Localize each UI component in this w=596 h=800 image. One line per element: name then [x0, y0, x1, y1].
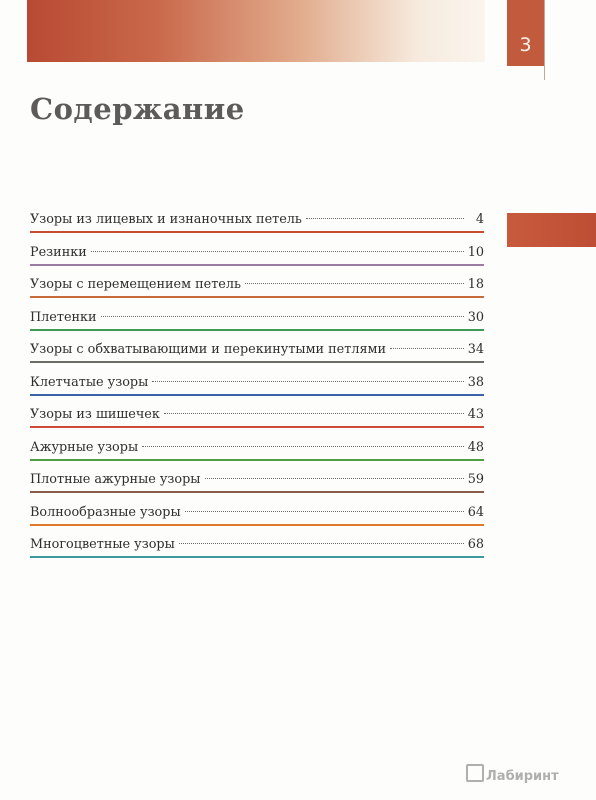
toc-entry-link[interactable] [30, 306, 484, 330]
toc-entry-underline [30, 296, 484, 298]
toc-entry-page: 38 [467, 374, 484, 390]
toc-leader-dots [142, 446, 464, 447]
toc-leader-dots [205, 478, 464, 479]
toc-entry-title: Узоры с перемещением петель [30, 277, 241, 292]
toc-entry-link[interactable] [30, 468, 484, 492]
toc-entry-underline [30, 361, 484, 363]
toc-leader-dots [306, 218, 464, 219]
toc-entry-underline [30, 264, 484, 266]
toc-entry [30, 306, 484, 332]
toc-leader-dots [390, 348, 464, 349]
toc-entry-link[interactable] [30, 273, 484, 297]
toc-entry-underline [30, 491, 484, 493]
toc-entry-page: 34 [467, 342, 484, 357]
toc-entry [30, 436, 484, 462]
toc-entry [30, 241, 484, 267]
watermark-text: Лабиринт [486, 769, 559, 784]
toc-entry-underline [30, 231, 484, 233]
toc-entry-underline [30, 556, 484, 558]
toc-entry-underline [30, 524, 484, 526]
toc-entry-title: Многоцветные узоры [30, 537, 175, 552]
toc-entry-link[interactable] [30, 436, 484, 460]
toc-entry-underline [30, 329, 484, 331]
toc-entry-page: 68 [467, 537, 484, 552]
toc-entry-title: Узоры с обхватывающими и перекинутыми петлями [30, 342, 387, 357]
toc-entry-page: 59 [467, 472, 484, 487]
toc-entry-title: Резинки [30, 244, 87, 260]
toc-entry [30, 371, 484, 397]
toc-entry-title: Волнообразные узоры [30, 504, 181, 520]
toc-entry [30, 208, 484, 234]
toc-entry-underline [30, 459, 484, 461]
toc-entry [30, 468, 484, 494]
toc-entry-link[interactable] [30, 501, 484, 525]
publisher-watermark [466, 764, 559, 784]
toc-entry-page: 43 [467, 407, 484, 422]
toc-leader-dots [185, 511, 464, 512]
toc-entry-title: Плотные ажурные узоры [30, 472, 201, 487]
toc-entry-title: Плетенки [30, 309, 97, 325]
toc-entry-underline [30, 426, 484, 428]
toc-leader-dots [152, 381, 463, 382]
toc-entry-link[interactable] [30, 338, 484, 362]
toc-leader-dots [164, 413, 464, 414]
toc-entry-link[interactable] [30, 371, 484, 395]
toc-entry-underline [30, 394, 484, 396]
toc-entry-link[interactable] [30, 241, 484, 265]
toc-entry-link[interactable] [30, 403, 484, 427]
toc-entry [30, 533, 484, 559]
toc-entry-page: 4 [475, 212, 484, 227]
toc-leader-dots [91, 251, 464, 252]
toc-entry-link[interactable] [30, 208, 484, 232]
toc-entry-link[interactable] [30, 533, 484, 557]
header-color-band [27, 0, 485, 62]
page-number-box [507, 0, 544, 66]
toc-entry-page: 10 [467, 244, 484, 260]
toc-entry-title: Узоры из лицевых и изнаночных петель [30, 212, 302, 227]
toc-entry-page: 64 [467, 504, 484, 520]
table-of-contents [30, 208, 484, 566]
page-number: 3 [519, 34, 532, 56]
toc-entry-title: Узоры из шишечек [30, 407, 160, 422]
toc-entry-page: 48 [467, 439, 484, 455]
section-side-tab [507, 213, 596, 247]
toc-entry-page: 18 [467, 277, 484, 292]
toc-leader-dots [245, 283, 464, 284]
toc-leader-dots [179, 543, 464, 544]
toc-entry [30, 403, 484, 429]
toc-entry [30, 501, 484, 527]
page-title: Содержание [30, 92, 245, 126]
toc-entry-title: Ажурные узоры [30, 439, 139, 455]
page-edge-rule [544, 0, 545, 80]
toc-entry [30, 338, 484, 364]
toc-entry [30, 273, 484, 299]
toc-entry-page: 30 [467, 309, 484, 325]
toc-leader-dots [101, 316, 464, 317]
watermark-logo-icon [466, 764, 484, 782]
toc-entry-title: Клетчатые узоры [30, 374, 149, 390]
